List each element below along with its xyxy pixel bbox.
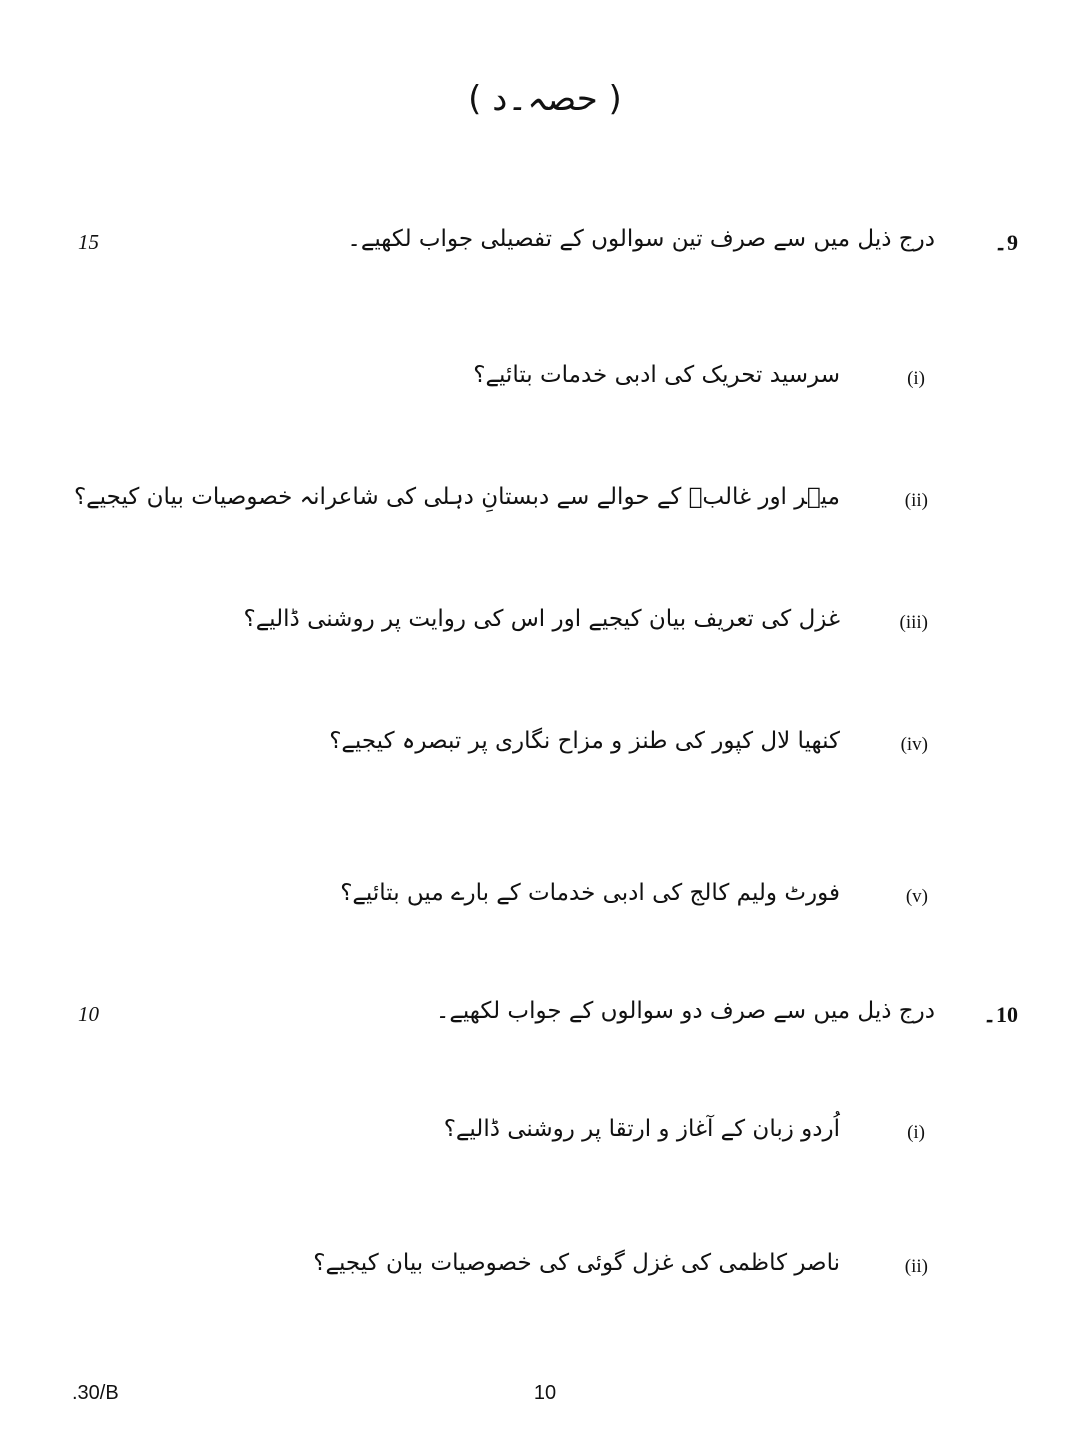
- question-9-item-4-text: کنھیا لال کپور کی طنز و مزاح نگاری پر تبصرہ کیجیے؟: [329, 728, 840, 754]
- question-10-marks: 10: [78, 1002, 99, 1026]
- question-9-marks: 15: [78, 230, 99, 254]
- page-number: 10: [533, 1382, 557, 1404]
- question-9-item-2-label: (ii): [904, 490, 928, 511]
- question-9-item-1-label: (i): [907, 368, 925, 389]
- question-10-number: 10۔: [983, 1002, 1018, 1027]
- question-9-item-1-text: سرسید تحریک کی ادبی خدمات بتائیے؟: [473, 362, 840, 388]
- question-9-prompt: درج ذیل میں سے صرف تین سوالوں کے تفصیلی جواب لکھیے۔: [347, 226, 935, 252]
- question-9-item-5-text: فورٹ ولیم کالج کی ادبی خدمات کے بارے میں بتائیے؟: [340, 880, 840, 906]
- question-10-item-2-text: ناصر کاظمی کی غزل گوئی کی خصوصیات بیان کیجیے؟: [313, 1250, 840, 1276]
- question-9-item-5-label: (v): [905, 886, 928, 907]
- question-9-item-3-text: غزل کی تعریف بیان کیجیے اور اس کی روایت پر روشنی ڈالیے؟: [243, 606, 840, 632]
- question-10-item-2-label: (ii): [904, 1256, 928, 1277]
- paper-code: .30/B: [72, 1382, 119, 1404]
- question-10-item-1-text: اُردو زبان کے آغاز و ارتقا پر روشنی ڈالیے؟: [443, 1116, 840, 1142]
- question-9-number: 9۔: [994, 230, 1018, 255]
- question-9-item-3-label: (iii): [899, 612, 928, 633]
- question-9-item-4-label: (iv): [900, 734, 928, 755]
- section-title: ( حصہ۔د ): [468, 79, 622, 119]
- question-10-item-1-label: (i): [907, 1122, 925, 1143]
- question-10-prompt: درج ذیل میں سے صرف دو سوالوں کے جواب لکھیے۔: [435, 998, 935, 1024]
- question-9-item-2-text: میؔر اور غالبؔ کے حوالے سے دبستانِ دہلی کی شاعرانہ خصوصیات بیان کیجیے؟: [73, 484, 840, 510]
